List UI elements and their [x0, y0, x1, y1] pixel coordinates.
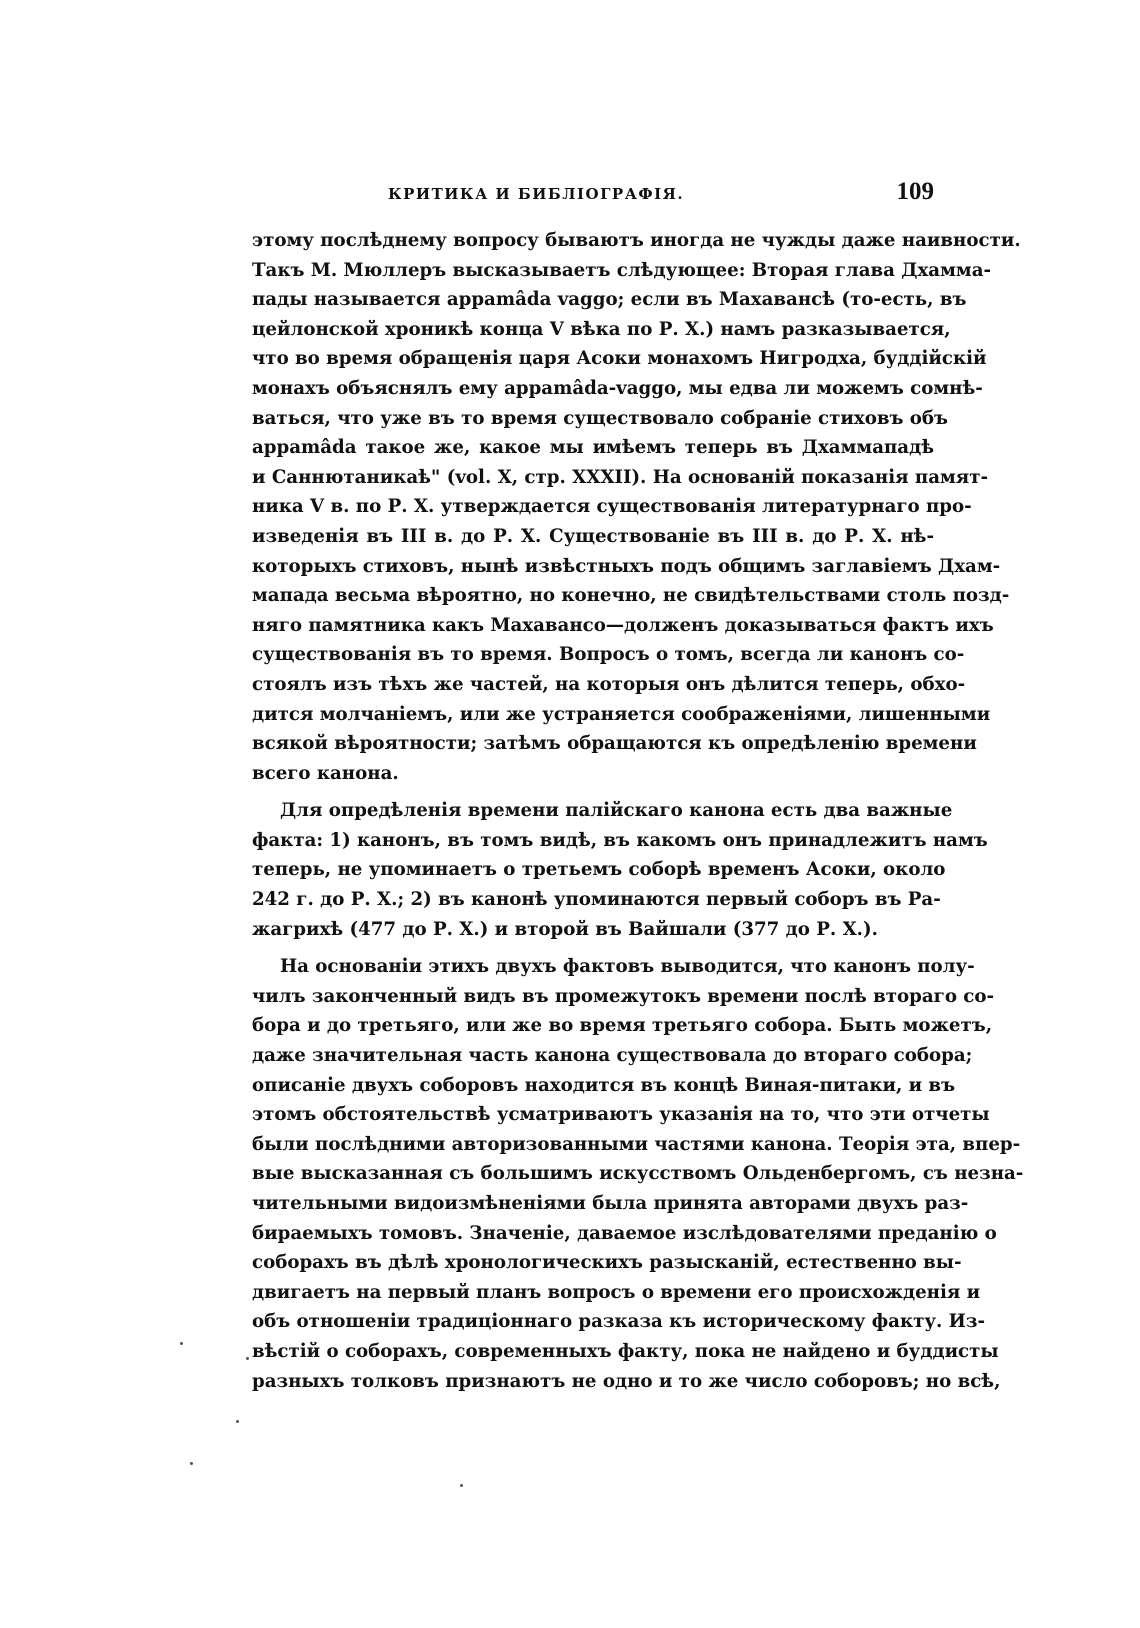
text-line: изведенія въ III в. до Р. Х. Существованіе въ III в. до Р. Х. нѣ-	[252, 525, 934, 547]
text-line: На основаніи этихъ двухъ фактовъ выводится, что канонъ полу-	[280, 956, 975, 978]
text-line: чительными видоизмѣненіями была принята авторами двухъ раз-	[252, 1193, 969, 1214]
text-line: вые высказанная съ большимъ искусствомъ Ольденбергомъ, съ незна-	[252, 1163, 1024, 1185]
scan-speck	[236, 1420, 239, 1423]
text-line: дится молчаніемъ, или же устраняется соображеніями, лишенными	[252, 703, 991, 725]
text-line: соборахъ въ дѣлѣ хронологическихъ разысканій, естественно вы-	[252, 1252, 962, 1274]
text-line: ваться, что уже въ то время существовало собраніе стиховъ объ	[252, 407, 949, 429]
paragraph-3	[252, 952, 1024, 1396]
text-line: были послѣдними авторизованными частями канона. Теорія эта, впер-	[252, 1133, 1021, 1155]
text-line: двигаетъ на первый планъ вопросъ о времени его происхожденія и	[252, 1281, 981, 1303]
text-line: монахъ объяснялъ ему appamâda-vaggo, мы едва ли можемъ сомнѣ-	[252, 377, 983, 399]
text-line: Для опредѣленія времени палійскаго канона есть два важные	[280, 800, 953, 822]
text-line: этому послѣднему вопросу бываютъ иногда не чужды даже наивности.	[252, 230, 1021, 251]
text-line: вѣстій о соборахъ, современныхъ факту, пока не найдено и буддисты	[252, 1340, 999, 1362]
text-line: няго памятника какъ Махавансо—долженъ доказываться фактъ ихъ	[252, 614, 994, 636]
text-line: факта: 1) канонъ, въ томъ видѣ, въ какомъ онъ принадлежитъ намъ	[252, 829, 988, 851]
scan-speck	[190, 1462, 193, 1465]
text-line: всего канона.	[252, 762, 399, 784]
text-line: стоялъ изъ тѣхъ же частей, на которыя онъ дѣлится теперь, обхо-	[252, 673, 966, 695]
paragraph-1	[252, 226, 1021, 788]
text-line: appamâda такое же, какое мы имѣемъ теперь въ Дхаммападѣ	[252, 437, 934, 459]
page-header	[252, 178, 934, 214]
scan-speck	[460, 1484, 463, 1487]
paragraph-2	[252, 796, 988, 944]
text-line: объ отношеніи традиціоннаго разказа къ историческому факту. Из-	[252, 1311, 985, 1333]
text-line: разныхъ толковъ признаютъ не одно и то же число соборовъ; но всѣ,	[252, 1370, 1001, 1392]
text-line: которыхъ стиховъ, нынѣ извѣстныхъ подъ общимъ заглавіемъ Дхам-	[252, 555, 1001, 577]
text-line: пады называется appamâda vaggo; если въ Махавансѣ (то-есть, въ	[252, 289, 967, 311]
scan-speck	[180, 1342, 183, 1345]
text-line: существованія въ то время. Вопросъ о томъ, всегда ли канонъ со-	[252, 644, 965, 666]
scan-speck	[246, 1357, 249, 1360]
text-line: мапада весьма вѣроятно, но конечно, не свидѣтельствами столь позд-	[252, 585, 1010, 607]
text-line: и Саннютаникаѣ" (vol. X, стр. XXXII). На основаній показанія памят-	[252, 466, 989, 488]
text-line: даже значительная часть канона существовала до втораго собора;	[252, 1045, 973, 1067]
text-line: ника V в. по Р. Х. утверждается существованія литературнаго про-	[252, 496, 972, 518]
text-line: Такъ М. Мюллеръ высказываетъ слѣдующее: Вторая глава Дхамма-	[252, 259, 992, 281]
text-line: цейлонской хроникѣ конца V вѣка по Р. Х.) намъ разказывается,	[252, 318, 951, 340]
text-line: 242 г. до Р. Х.; 2) въ канонѣ упоминаются первый соборъ въ Ра-	[252, 889, 941, 911]
text-line: описаніе двухъ соборовъ находится въ концѣ Виная-питаки, и въ	[252, 1074, 956, 1096]
text-line: этомъ обстоятельствѣ усматриваютъ указанія на то, что эти отчеты	[252, 1104, 990, 1126]
text-line: чилъ законченный видъ въ промежутокъ времени послѣ втораго со-	[252, 985, 995, 1007]
text-line: теперь, не упоминаетъ о третьемъ соборѣ временъ Асоки, около	[252, 859, 946, 881]
text-line: жагрихѣ (477 до Р. Х.) и второй въ Вайшали (377 до Р. Х.).	[252, 918, 878, 940]
text-line: что во время обращенія царя Асоки монахомъ Нигродха, буддійскій	[252, 348, 987, 370]
page-body	[252, 226, 1024, 1396]
running-title: КРИТИКА И БИБЛІОГРАФІЯ.	[388, 185, 685, 203]
text-line: всякой вѣроятности; затѣмъ обращаются къ опредѣленію времени	[252, 733, 977, 755]
text-line: бора и до третьяго, или же во время третьяго собора. Быть можетъ,	[252, 1015, 993, 1037]
page-number: 109	[896, 178, 934, 205]
text-line: бираемыхъ томовъ. Значеніе, даваемое изслѣдователями преданію о	[252, 1222, 997, 1244]
